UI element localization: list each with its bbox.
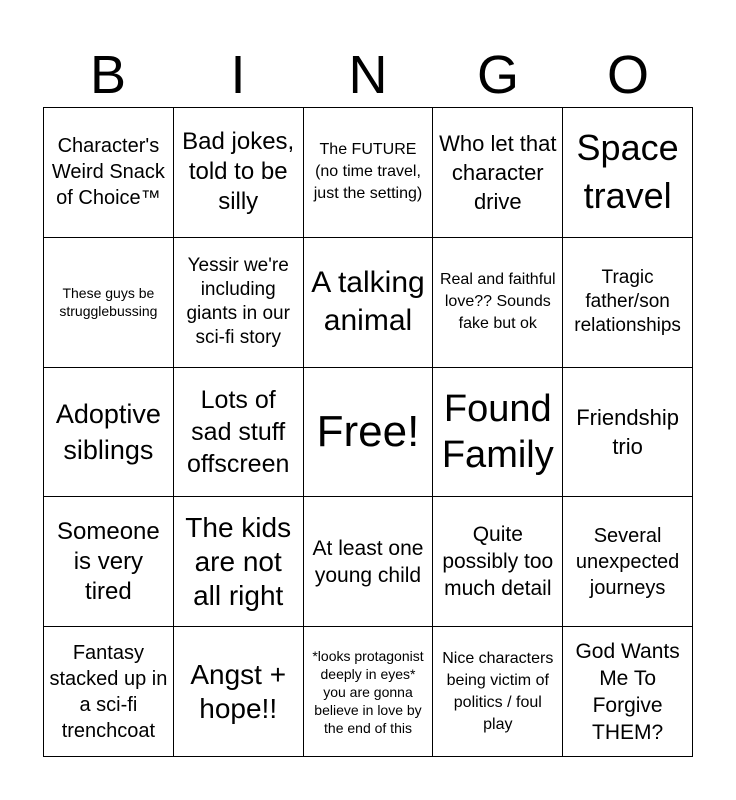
cell-text: A talking animal bbox=[311, 266, 425, 338]
bingo-cell-r3c1[interactable] bbox=[44, 368, 174, 498]
bingo-cell-r1c3[interactable] bbox=[304, 108, 434, 238]
bingo-cell-r2c4[interactable] bbox=[433, 238, 563, 368]
cell-text: Several unexpected journeys bbox=[575, 524, 680, 599]
bingo-cell-r3c5[interactable] bbox=[563, 368, 693, 498]
bingo-cell-r2c1[interactable] bbox=[44, 238, 174, 368]
bingo-cell-r5c1[interactable] bbox=[44, 627, 174, 757]
bingo-cell-r5c5[interactable] bbox=[563, 627, 693, 757]
bingo-cell-r5c3[interactable] bbox=[304, 627, 434, 757]
cell-text: Tragic father/son relationships bbox=[574, 267, 681, 337]
bingo-cell-r3c2[interactable] bbox=[174, 368, 304, 498]
header-letter-g: G bbox=[476, 45, 519, 105]
cell-text: Bad jokes, told to be silly bbox=[182, 128, 295, 216]
cell-text: Angst + hope!! bbox=[190, 658, 287, 724]
bingo-cell-r1c5[interactable] bbox=[563, 108, 693, 238]
bingo-cell-r2c5[interactable] bbox=[563, 238, 693, 368]
bingo-cell-r4c4[interactable] bbox=[433, 497, 563, 627]
bingo-cell-r4c5[interactable] bbox=[563, 497, 693, 627]
bingo-header bbox=[43, 44, 693, 106]
bingo-cell-r1c1[interactable] bbox=[44, 108, 174, 238]
bingo-cell-r2c3[interactable] bbox=[304, 238, 434, 368]
cell-text: The FUTURE (no time travel, just the setting) bbox=[313, 141, 423, 203]
cell-text: Fantasy stacked up in a sci-fi trenchcoat bbox=[49, 641, 168, 742]
bingo-board bbox=[43, 107, 693, 757]
bingo-cell-r5c2[interactable] bbox=[174, 627, 304, 757]
bingo-cell-r4c1[interactable] bbox=[44, 497, 174, 627]
cell-text: Found Family bbox=[441, 387, 554, 476]
header-letter-o: O bbox=[606, 45, 649, 105]
free-space-text: Free! bbox=[316, 406, 420, 456]
header-letter-n: N bbox=[348, 45, 388, 105]
bingo-cell-free[interactable] bbox=[304, 368, 434, 498]
cell-text: Adoptive siblings bbox=[55, 398, 161, 465]
cell-text: Quite possibly too much detail bbox=[442, 523, 554, 601]
cell-text: Real and faithful love?? Sounds fake but ok bbox=[439, 271, 556, 333]
bingo-cell-r3c4[interactable] bbox=[433, 368, 563, 498]
bingo-cell-r5c4[interactable] bbox=[433, 627, 563, 757]
bingo-cell-r4c2[interactable] bbox=[174, 497, 304, 627]
cell-text: God Wants Me To Forgive THEM? bbox=[575, 639, 680, 744]
bingo-cell-r1c4[interactable] bbox=[433, 108, 563, 238]
cell-text: Someone is very tired bbox=[57, 517, 160, 605]
cell-text: *looks protagonist deeply in eyes* you are gonna believe in love by the end of this bbox=[312, 647, 424, 736]
cell-text: At least one young child bbox=[312, 536, 424, 587]
header-letter-i: I bbox=[230, 45, 246, 105]
cell-text: The kids are not all right bbox=[185, 511, 292, 611]
cell-text: These guys be strugglebussing bbox=[59, 285, 158, 320]
cell-text: Who let that character drive bbox=[439, 130, 557, 214]
cell-text: Nice characters being victim of politics / foul play bbox=[442, 649, 554, 733]
header-letter-b: B bbox=[89, 45, 127, 105]
bingo-cell-r1c2[interactable] bbox=[174, 108, 304, 238]
cell-text: Character's Weird Snack of Choice™ bbox=[51, 135, 165, 210]
cell-text: Yessir we're including giants in our sci-fi story bbox=[186, 255, 290, 349]
cell-text: Space travel bbox=[576, 127, 679, 217]
cell-text: Friendship trio bbox=[576, 404, 679, 459]
bingo-cell-r2c2[interactable] bbox=[174, 238, 304, 368]
bingo-cell-r4c3[interactable] bbox=[304, 497, 434, 627]
cell-text: Lots of sad stuff offscreen bbox=[187, 385, 290, 478]
